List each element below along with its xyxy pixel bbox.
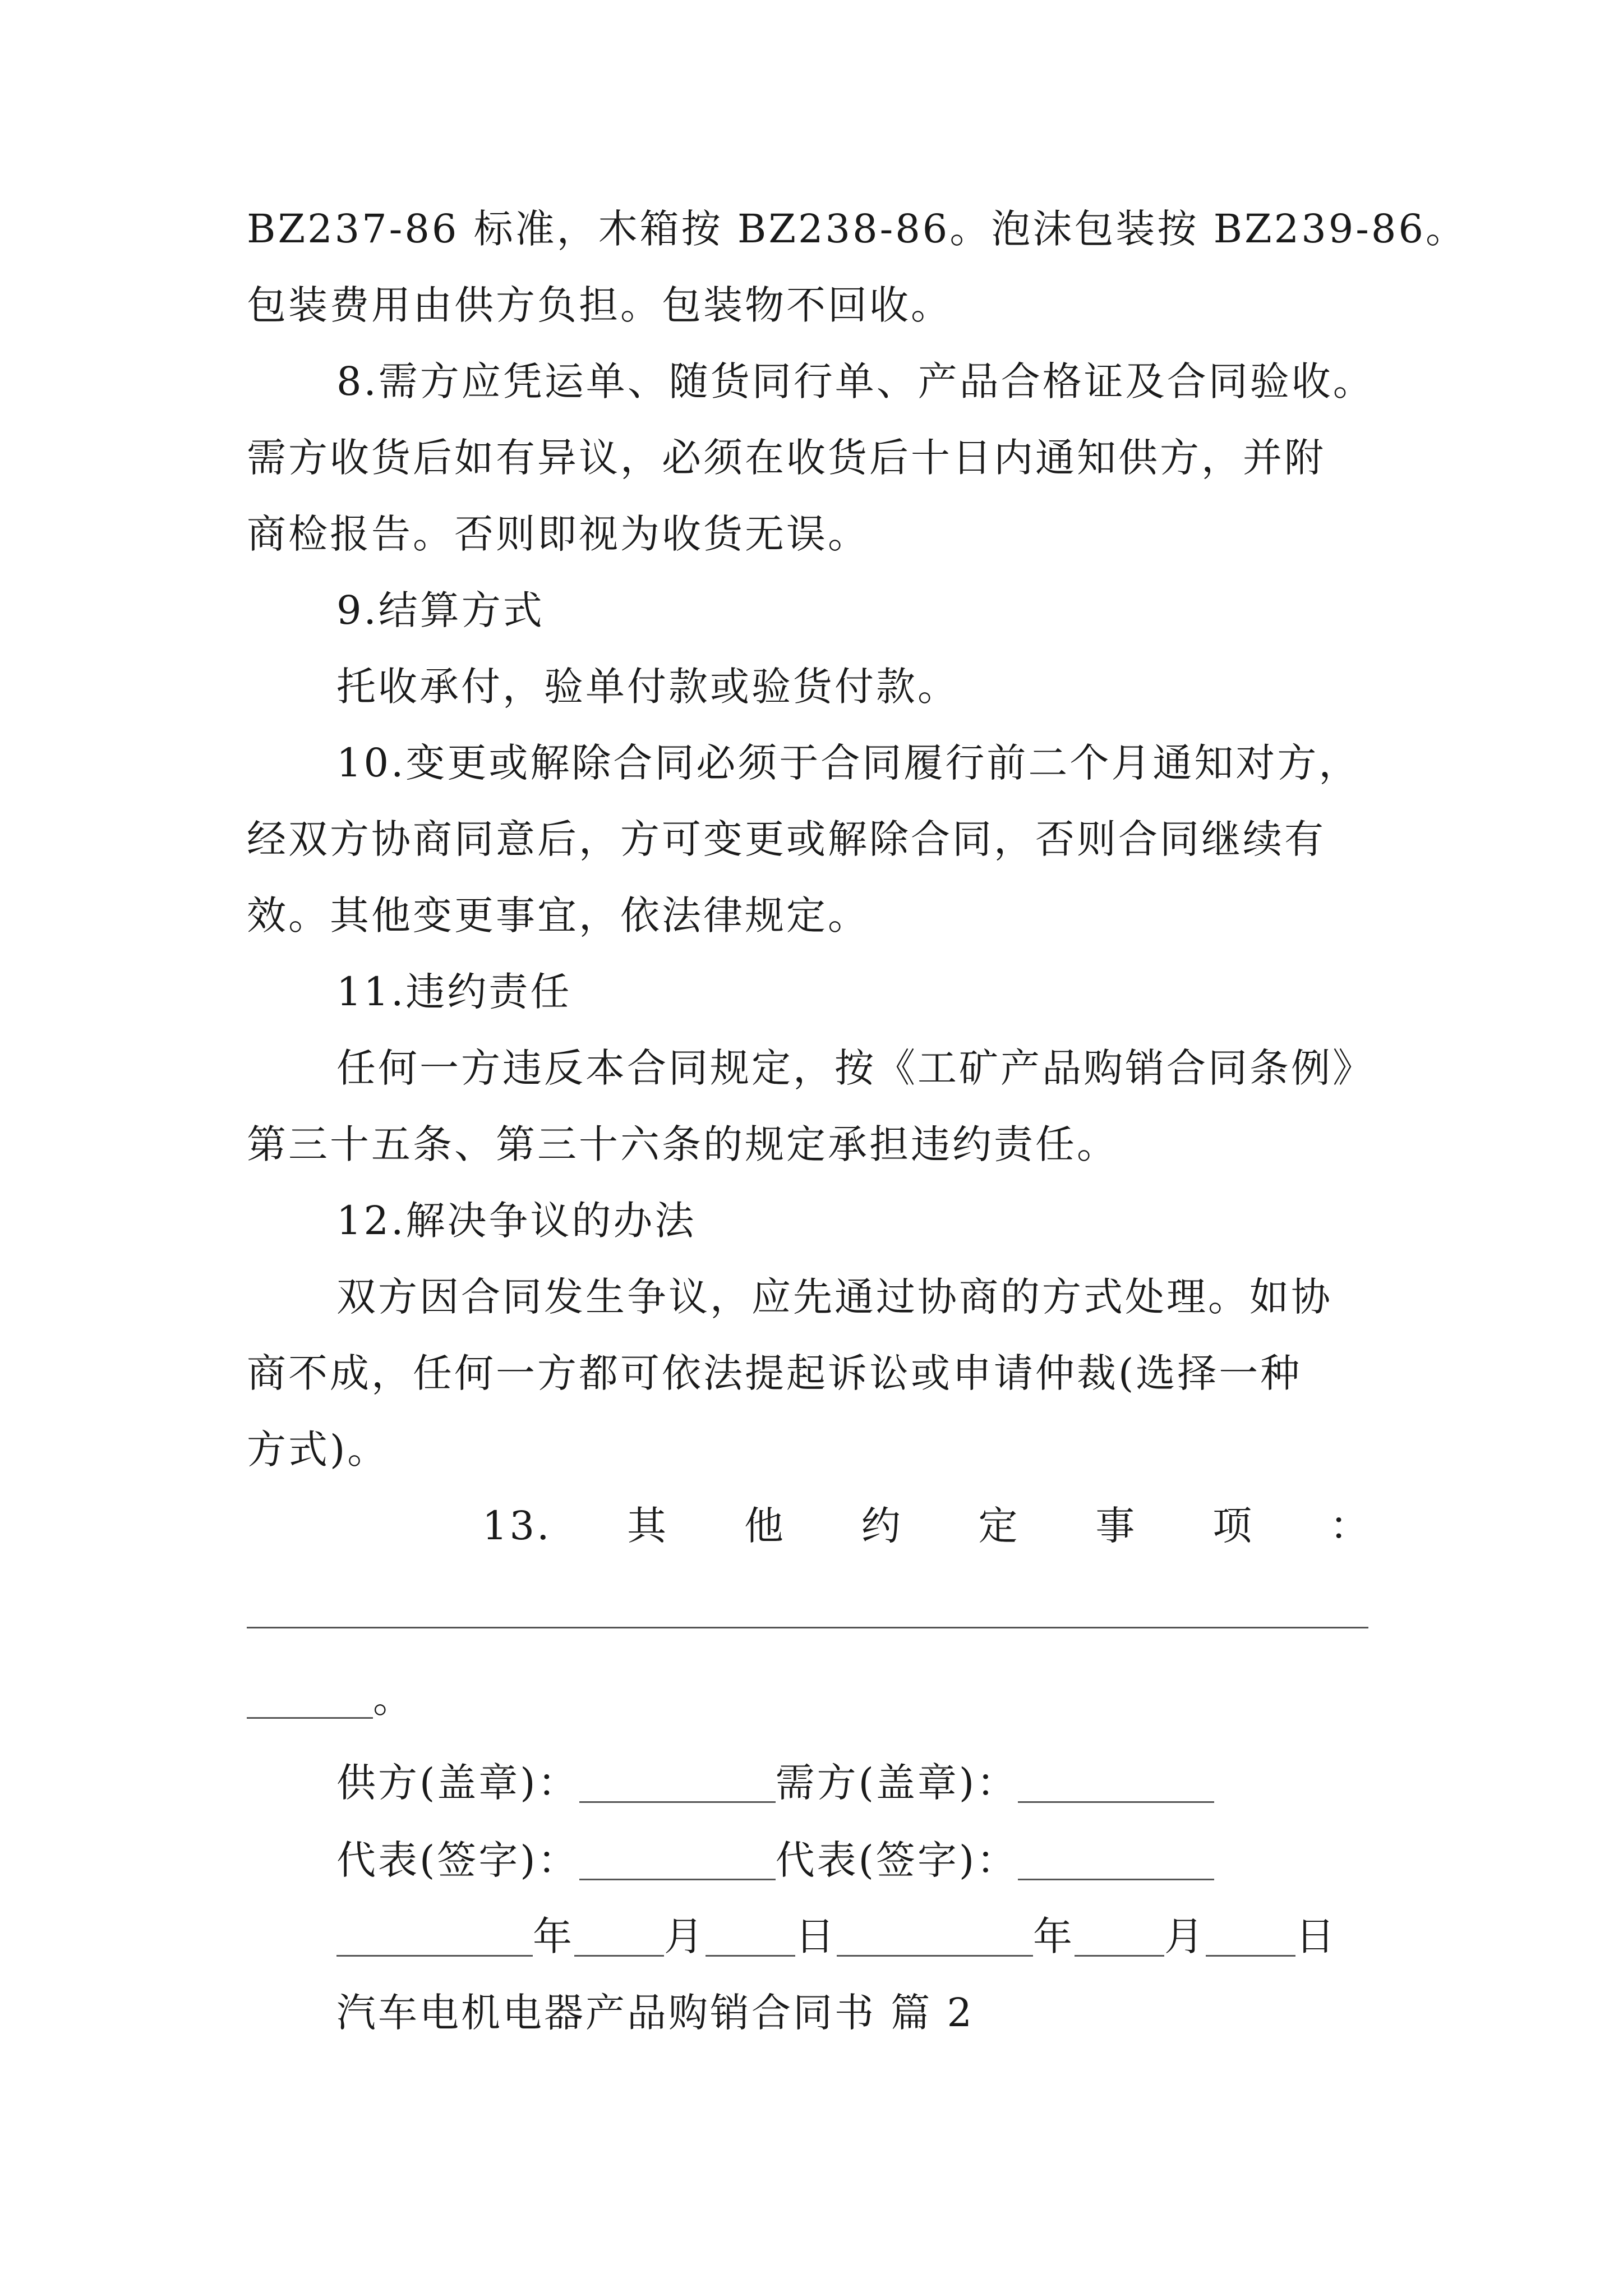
clause-13-char: 约	[861, 1503, 903, 1549]
seal-row	[336, 1756, 1214, 1810]
month-label: 月	[1164, 1913, 1206, 1959]
year-label: 年	[533, 1913, 574, 1959]
paragraph-line: 双方因合同发生争议，应先通过协商的方式处理。如协	[336, 1274, 1332, 1320]
paragraph-line: BZ237-86 标准，木箱按 BZ238-86。泡沫包装按 BZ239-86。	[247, 206, 1467, 252]
paragraph-line: 经双方协商同意后，方可变更或解除合同，否则合同继续有	[247, 816, 1326, 862]
paragraph-line: 第三十五条、第三十六条的规定承担违约责任。	[247, 1121, 1118, 1167]
buyer-date-day-blank	[1206, 1916, 1295, 1957]
other-matters-end	[247, 1672, 414, 1726]
paragraph-line: 包装费用由供方负担。包装物不回收。	[247, 282, 952, 328]
clause-13-char: ：	[1329, 1503, 1371, 1549]
next-section-title: 汽车电机电器产品购销合同书 篇 2	[336, 1990, 975, 2036]
buyer-rep-label: 代表(签字)：	[775, 1837, 1018, 1883]
date-row	[336, 1910, 1337, 1963]
clause-13-char: 项	[1212, 1503, 1255, 1549]
representative-row	[336, 1833, 1214, 1887]
section-heading: 12.解决争议的办法	[336, 1198, 697, 1244]
clause-13-char: 他	[744, 1503, 786, 1549]
year-label: 年	[1033, 1913, 1075, 1959]
supplier-rep-blank	[579, 1839, 776, 1880]
clause-13-char: 13.	[482, 1503, 552, 1549]
month-label: 月	[664, 1913, 706, 1959]
paragraph-line: 8.需方应凭运单、随货同行单、产品合格证及合同验收。	[336, 358, 1375, 404]
supplier-seal-label: 供方(盖章)：	[336, 1760, 579, 1806]
supplier-rep-label: 代表(签字)：	[336, 1837, 579, 1883]
section-heading: 11.违约责任	[336, 969, 572, 1015]
other-matters-blank	[247, 1627, 1368, 1628]
paragraph-line: 任何一方违反本合同规定，按《工矿产品购销合同条例》	[336, 1045, 1374, 1091]
buyer-date-month-blank	[1075, 1916, 1164, 1957]
section-heading: 9.结算方式	[336, 587, 545, 633]
supplier-date-day-blank	[706, 1916, 795, 1957]
buyer-rep-blank	[1018, 1839, 1214, 1880]
paragraph-line: 需方收货后如有异议，必须在收货后十日内通知供方，并附	[247, 435, 1326, 481]
clause-13-char: 事	[1095, 1503, 1137, 1549]
end-mark: 。	[373, 1676, 414, 1722]
buyer-seal-blank	[1018, 1762, 1214, 1803]
clause-13-heading	[482, 1499, 1371, 1553]
paragraph-line: 商检报告。否则即视为收货无误。	[247, 511, 869, 557]
supplier-date-month-blank	[574, 1916, 664, 1957]
paragraph-line: 商不成，任何一方都可依法提起诉讼或申请仲裁(选择一种	[247, 1350, 1302, 1396]
paragraph-line: 10.变更或解除合同必须于合同履行前二个月通知对方，	[336, 740, 1361, 786]
buyer-seal-label: 需方(盖章)：	[775, 1760, 1018, 1806]
day-label: 日	[795, 1913, 837, 1959]
buyer-date-year-blank	[837, 1916, 1033, 1957]
clause-13-char: 其	[627, 1503, 669, 1549]
supplier-date-year-blank	[336, 1916, 533, 1957]
day-label: 日	[1295, 1913, 1337, 1959]
paragraph-line: 方式)。	[247, 1427, 389, 1473]
paragraph-line: 效。其他变更事宜，依法律规定。	[247, 892, 869, 938]
blank-underline	[247, 1678, 373, 1719]
paragraph-line: 托收承付，验单付款或验货付款。	[336, 664, 959, 710]
clause-13-char: 定	[978, 1503, 1020, 1549]
supplier-seal-blank	[579, 1762, 776, 1803]
